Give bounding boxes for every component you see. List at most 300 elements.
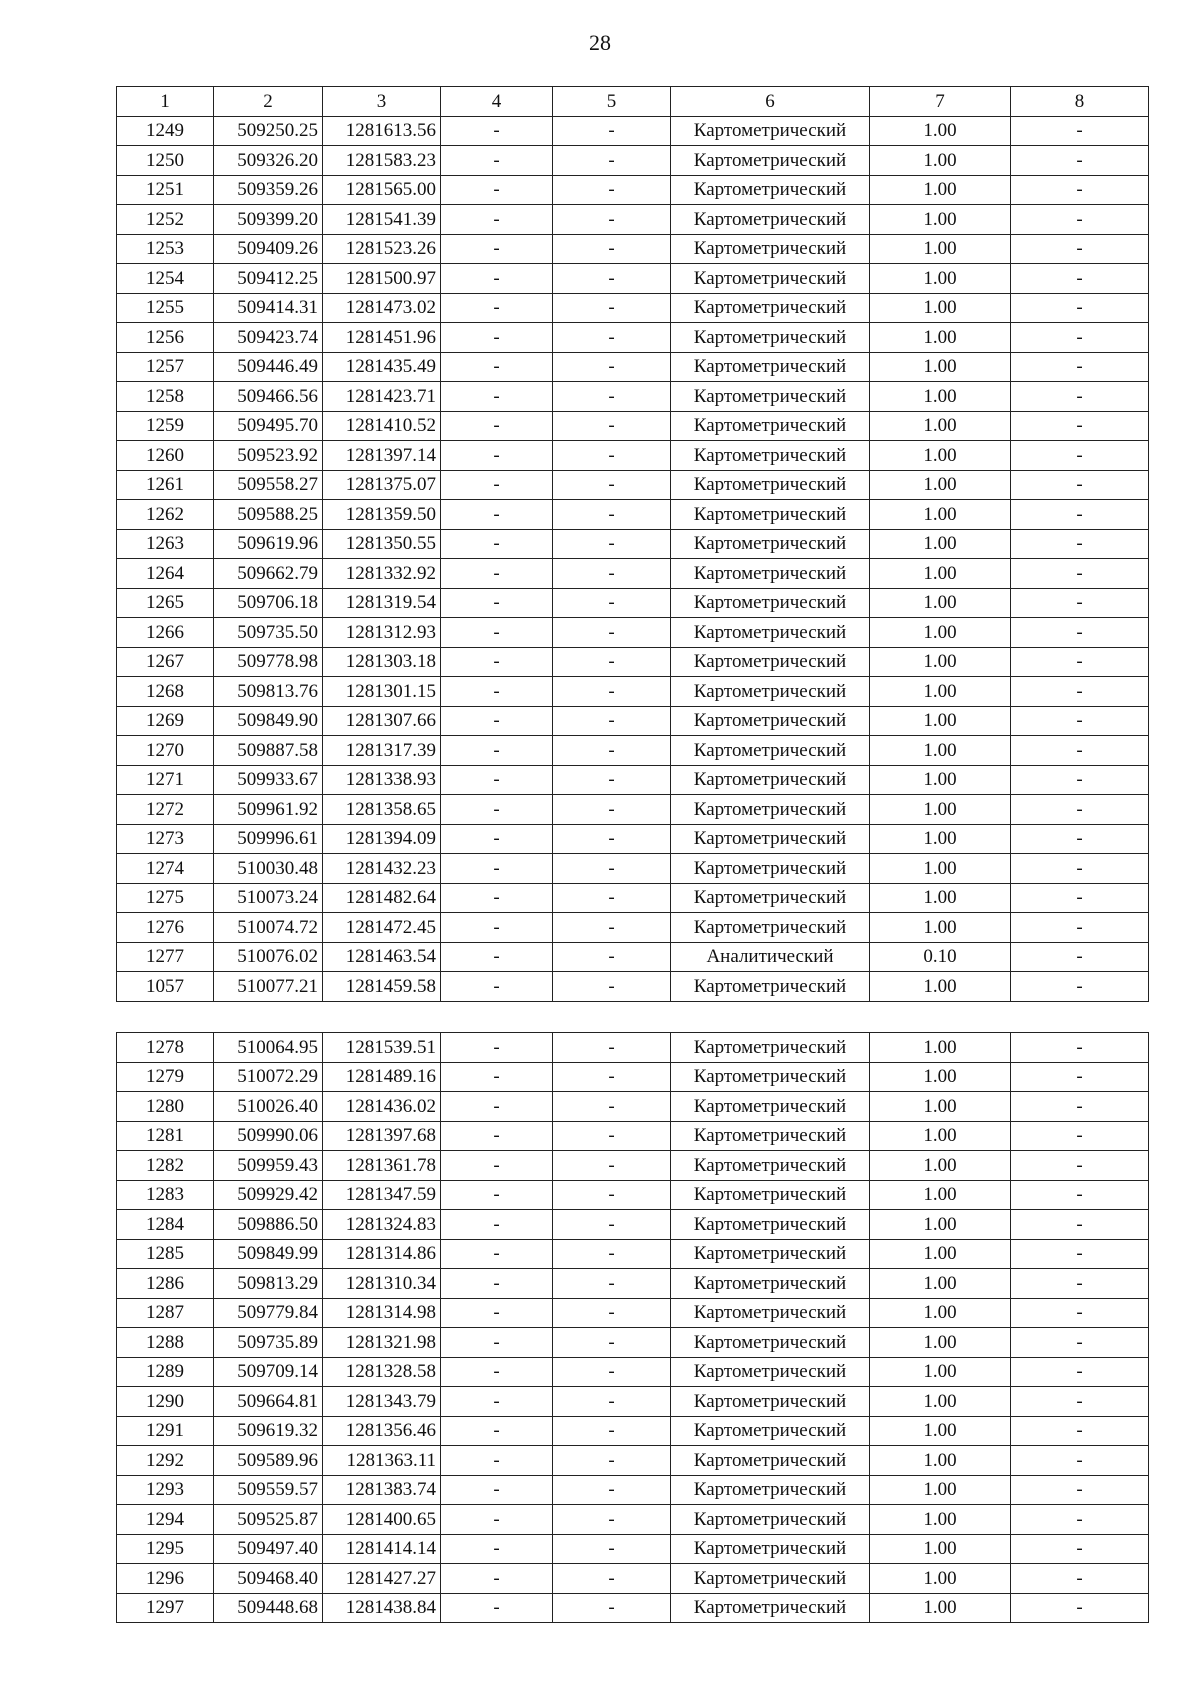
cell-method: Картометрический bbox=[671, 559, 870, 589]
cell-accuracy: 1.00 bbox=[870, 264, 1011, 294]
cell-coord-x: 509423.74 bbox=[214, 323, 323, 353]
cell-coord-y: 1281482.64 bbox=[323, 883, 441, 913]
cell-col-4: - bbox=[441, 411, 553, 441]
cell-point-number: 1251 bbox=[117, 175, 214, 205]
table-row bbox=[117, 736, 1149, 766]
table-header-row bbox=[117, 87, 1149, 117]
cell-col-5: - bbox=[553, 795, 671, 825]
cell-method: Картометрический bbox=[671, 470, 870, 500]
cell-accuracy: 1.00 bbox=[870, 470, 1011, 500]
cell-coord-x: 509414.31 bbox=[214, 293, 323, 323]
cell-method: Аналитический bbox=[671, 942, 870, 972]
cell-coord-y: 1281613.56 bbox=[323, 116, 441, 146]
cell-col-8: - bbox=[1011, 913, 1149, 943]
cell-accuracy: 1.00 bbox=[870, 1446, 1011, 1476]
cell-col-5: - bbox=[553, 1269, 671, 1299]
cell-method: Картометрический bbox=[671, 1121, 870, 1151]
cell-col-5: - bbox=[553, 441, 671, 471]
cell-accuracy: 1.00 bbox=[870, 1062, 1011, 1092]
header-cell-accuracy: 7 bbox=[870, 87, 1011, 117]
table-row bbox=[117, 677, 1149, 707]
cell-accuracy: 0.10 bbox=[870, 942, 1011, 972]
cell-col-8: - bbox=[1011, 1180, 1149, 1210]
cell-coord-y: 1281489.16 bbox=[323, 1062, 441, 1092]
cell-col-4: - bbox=[441, 116, 553, 146]
table-row bbox=[117, 1121, 1149, 1151]
cell-col-5: - bbox=[553, 1121, 671, 1151]
cell-col-5: - bbox=[553, 588, 671, 618]
cell-col-5: - bbox=[553, 146, 671, 176]
cell-col-4: - bbox=[441, 706, 553, 736]
cell-coord-y: 1281472.45 bbox=[323, 913, 441, 943]
cell-accuracy: 1.00 bbox=[870, 1505, 1011, 1535]
cell-point-number: 1252 bbox=[117, 205, 214, 235]
cell-accuracy: 1.00 bbox=[870, 1092, 1011, 1122]
cell-accuracy: 1.00 bbox=[870, 1593, 1011, 1623]
cell-coord-x: 509359.26 bbox=[214, 175, 323, 205]
cell-method: Картометрический bbox=[671, 529, 870, 559]
cell-accuracy: 1.00 bbox=[870, 529, 1011, 559]
cell-method: Картометрический bbox=[671, 1534, 870, 1564]
cell-accuracy: 1.00 bbox=[870, 1151, 1011, 1181]
cell-accuracy: 1.00 bbox=[870, 1239, 1011, 1269]
cell-coord-y: 1281394.09 bbox=[323, 824, 441, 854]
cell-method: Картометрический bbox=[671, 854, 870, 884]
cell-col-8: - bbox=[1011, 736, 1149, 766]
cell-accuracy: 1.00 bbox=[870, 352, 1011, 382]
cell-col-8: - bbox=[1011, 441, 1149, 471]
cell-col-8: - bbox=[1011, 559, 1149, 589]
cell-coord-y: 1281410.52 bbox=[323, 411, 441, 441]
cell-point-number: 1276 bbox=[117, 913, 214, 943]
cell-col-5: - bbox=[553, 677, 671, 707]
cell-col-4: - bbox=[441, 883, 553, 913]
cell-coord-x: 509412.25 bbox=[214, 264, 323, 294]
cell-method: Картометрический bbox=[671, 500, 870, 530]
cell-point-number: 1266 bbox=[117, 618, 214, 648]
cell-point-number: 1285 bbox=[117, 1239, 214, 1269]
cell-method: Картометрический bbox=[671, 677, 870, 707]
cell-accuracy: 1.00 bbox=[870, 1180, 1011, 1210]
cell-coord-x: 509619.32 bbox=[214, 1416, 323, 1446]
cell-accuracy: 1.00 bbox=[870, 1121, 1011, 1151]
cell-col-5: - bbox=[553, 1298, 671, 1328]
table-row bbox=[117, 1298, 1149, 1328]
cell-coord-y: 1281321.98 bbox=[323, 1328, 441, 1358]
cell-accuracy: 1.00 bbox=[870, 382, 1011, 412]
cell-col-5: - bbox=[553, 942, 671, 972]
cell-accuracy: 1.00 bbox=[870, 175, 1011, 205]
cell-point-number: 1275 bbox=[117, 883, 214, 913]
cell-col-5: - bbox=[553, 116, 671, 146]
cell-coord-y: 1281432.23 bbox=[323, 854, 441, 884]
table-row bbox=[117, 264, 1149, 294]
cell-point-number: 1263 bbox=[117, 529, 214, 559]
cell-col-5: - bbox=[553, 382, 671, 412]
cell-method: Картометрический bbox=[671, 205, 870, 235]
cell-accuracy: 1.00 bbox=[870, 323, 1011, 353]
cell-col-8: - bbox=[1011, 382, 1149, 412]
cell-accuracy: 1.00 bbox=[870, 411, 1011, 441]
cell-point-number: 1272 bbox=[117, 795, 214, 825]
table-row bbox=[117, 1062, 1149, 1092]
cell-point-number: 1278 bbox=[117, 1033, 214, 1063]
cell-point-number: 1293 bbox=[117, 1475, 214, 1505]
cell-accuracy: 1.00 bbox=[870, 972, 1011, 1002]
cell-accuracy: 1.00 bbox=[870, 1564, 1011, 1594]
cell-col-8: - bbox=[1011, 942, 1149, 972]
cell-col-5: - bbox=[553, 618, 671, 648]
cell-method: Картометрический bbox=[671, 1180, 870, 1210]
cell-method: Картометрический bbox=[671, 175, 870, 205]
cell-coord-y: 1281459.58 bbox=[323, 972, 441, 1002]
cell-accuracy: 1.00 bbox=[870, 559, 1011, 589]
cell-coord-x: 509813.76 bbox=[214, 677, 323, 707]
cell-method: Картометрический bbox=[671, 1564, 870, 1594]
cell-col-5: - bbox=[553, 883, 671, 913]
cell-col-4: - bbox=[441, 1328, 553, 1358]
cell-method: Картометрический bbox=[671, 382, 870, 412]
cell-coord-y: 1281375.07 bbox=[323, 470, 441, 500]
cell-col-4: - bbox=[441, 1505, 553, 1535]
table-row bbox=[117, 618, 1149, 648]
cell-accuracy: 1.00 bbox=[870, 824, 1011, 854]
cell-col-4: - bbox=[441, 854, 553, 884]
cell-method: Картометрический bbox=[671, 441, 870, 471]
cell-coord-x: 509250.25 bbox=[214, 116, 323, 146]
table-row bbox=[117, 411, 1149, 441]
table-row bbox=[117, 529, 1149, 559]
cell-method: Картометрический bbox=[671, 883, 870, 913]
cell-point-number: 1269 bbox=[117, 706, 214, 736]
cell-point-number: 1267 bbox=[117, 647, 214, 677]
cell-accuracy: 1.00 bbox=[870, 618, 1011, 648]
cell-point-number: 1280 bbox=[117, 1092, 214, 1122]
cell-coord-x: 509735.89 bbox=[214, 1328, 323, 1358]
cell-method: Картометрический bbox=[671, 116, 870, 146]
cell-col-8: - bbox=[1011, 1593, 1149, 1623]
cell-col-8: - bbox=[1011, 1505, 1149, 1535]
cell-col-4: - bbox=[441, 1062, 553, 1092]
cell-accuracy: 1.00 bbox=[870, 441, 1011, 471]
cell-point-number: 1290 bbox=[117, 1387, 214, 1417]
cell-col-4: - bbox=[441, 500, 553, 530]
cell-col-8: - bbox=[1011, 647, 1149, 677]
cell-col-4: - bbox=[441, 913, 553, 943]
cell-col-8: - bbox=[1011, 1210, 1149, 1240]
cell-coord-x: 509961.92 bbox=[214, 795, 323, 825]
cell-col-4: - bbox=[441, 824, 553, 854]
cell-coord-y: 1281359.50 bbox=[323, 500, 441, 530]
cell-col-4: - bbox=[441, 293, 553, 323]
table-row bbox=[117, 824, 1149, 854]
cell-coord-x: 510076.02 bbox=[214, 942, 323, 972]
cell-accuracy: 1.00 bbox=[870, 500, 1011, 530]
cell-coord-x: 509996.61 bbox=[214, 824, 323, 854]
table-row bbox=[117, 1416, 1149, 1446]
cell-point-number: 1288 bbox=[117, 1328, 214, 1358]
table-row bbox=[117, 293, 1149, 323]
cell-col-5: - bbox=[553, 1416, 671, 1446]
cell-coord-x: 509559.57 bbox=[214, 1475, 323, 1505]
cell-coord-y: 1281317.39 bbox=[323, 736, 441, 766]
cell-point-number: 1257 bbox=[117, 352, 214, 382]
cell-point-number: 1289 bbox=[117, 1357, 214, 1387]
cell-col-4: - bbox=[441, 264, 553, 294]
cell-coord-y: 1281500.97 bbox=[323, 264, 441, 294]
cell-col-4: - bbox=[441, 1475, 553, 1505]
cell-coord-y: 1281435.49 bbox=[323, 352, 441, 382]
cell-col-4: - bbox=[441, 588, 553, 618]
cell-accuracy: 1.00 bbox=[870, 677, 1011, 707]
cell-accuracy: 1.00 bbox=[870, 1298, 1011, 1328]
cell-col-4: - bbox=[441, 618, 553, 648]
cell-accuracy: 1.00 bbox=[870, 205, 1011, 235]
table-row bbox=[117, 441, 1149, 471]
cell-coord-x: 509588.25 bbox=[214, 500, 323, 530]
cell-point-number: 1273 bbox=[117, 824, 214, 854]
table-row bbox=[117, 588, 1149, 618]
cell-coord-x: 509558.27 bbox=[214, 470, 323, 500]
cell-point-number: 1253 bbox=[117, 234, 214, 264]
cell-method: Картометрический bbox=[671, 1357, 870, 1387]
cell-col-8: - bbox=[1011, 500, 1149, 530]
cell-col-5: - bbox=[553, 500, 671, 530]
table-row bbox=[117, 323, 1149, 353]
cell-col-8: - bbox=[1011, 205, 1149, 235]
table-row bbox=[117, 706, 1149, 736]
cell-point-number: 1258 bbox=[117, 382, 214, 412]
cell-accuracy: 1.00 bbox=[870, 736, 1011, 766]
cell-point-number: 1255 bbox=[117, 293, 214, 323]
cell-accuracy: 1.00 bbox=[870, 1387, 1011, 1417]
cell-coord-y: 1281397.14 bbox=[323, 441, 441, 471]
cell-coord-y: 1281383.74 bbox=[323, 1475, 441, 1505]
cell-col-4: - bbox=[441, 1564, 553, 1594]
cell-col-4: - bbox=[441, 1210, 553, 1240]
table-row bbox=[117, 1593, 1149, 1623]
cell-col-8: - bbox=[1011, 854, 1149, 884]
cell-col-4: - bbox=[441, 1033, 553, 1063]
cell-col-5: - bbox=[553, 1151, 671, 1181]
cell-method: Картометрический bbox=[671, 972, 870, 1002]
cell-coord-x: 509959.43 bbox=[214, 1151, 323, 1181]
cell-coord-x: 510064.95 bbox=[214, 1033, 323, 1063]
cell-col-4: - bbox=[441, 1446, 553, 1476]
cell-accuracy: 1.00 bbox=[870, 234, 1011, 264]
cell-accuracy: 1.00 bbox=[870, 1475, 1011, 1505]
cell-col-5: - bbox=[553, 234, 671, 264]
cell-coord-x: 509779.84 bbox=[214, 1298, 323, 1328]
cell-coord-y: 1281314.98 bbox=[323, 1298, 441, 1328]
cell-coord-y: 1281463.54 bbox=[323, 942, 441, 972]
cell-accuracy: 1.00 bbox=[870, 913, 1011, 943]
cell-col-4: - bbox=[441, 323, 553, 353]
cell-col-8: - bbox=[1011, 677, 1149, 707]
header-cell-col-5: 5 bbox=[553, 87, 671, 117]
cell-point-number: 1291 bbox=[117, 1416, 214, 1446]
table-row bbox=[117, 205, 1149, 235]
cell-col-5: - bbox=[553, 205, 671, 235]
cell-accuracy: 1.00 bbox=[870, 1328, 1011, 1358]
cell-coord-x: 509466.56 bbox=[214, 382, 323, 412]
cell-col-4: - bbox=[441, 1151, 553, 1181]
cell-col-5: - bbox=[553, 411, 671, 441]
cell-point-number: 1284 bbox=[117, 1210, 214, 1240]
table-row bbox=[117, 559, 1149, 589]
cell-method: Картометрический bbox=[671, 1239, 870, 1269]
table-row bbox=[117, 795, 1149, 825]
cell-col-8: - bbox=[1011, 1328, 1149, 1358]
cell-coord-y: 1281347.59 bbox=[323, 1180, 441, 1210]
table-row bbox=[117, 116, 1149, 146]
table-row bbox=[117, 1239, 1149, 1269]
cell-coord-y: 1281427.27 bbox=[323, 1564, 441, 1594]
cell-col-8: - bbox=[1011, 1062, 1149, 1092]
cell-col-8: - bbox=[1011, 1151, 1149, 1181]
cell-coord-y: 1281358.65 bbox=[323, 795, 441, 825]
cell-col-5: - bbox=[553, 1534, 671, 1564]
cell-col-8: - bbox=[1011, 588, 1149, 618]
cell-col-5: - bbox=[553, 1475, 671, 1505]
table-row bbox=[117, 1564, 1149, 1594]
cell-col-5: - bbox=[553, 293, 671, 323]
cell-col-8: - bbox=[1011, 1239, 1149, 1269]
cell-coord-x: 509399.20 bbox=[214, 205, 323, 235]
cell-coord-x: 510072.29 bbox=[214, 1062, 323, 1092]
cell-col-5: - bbox=[553, 1092, 671, 1122]
cell-col-5: - bbox=[553, 1446, 671, 1476]
cell-coord-y: 1281324.83 bbox=[323, 1210, 441, 1240]
cell-col-8: - bbox=[1011, 234, 1149, 264]
cell-coord-y: 1281319.54 bbox=[323, 588, 441, 618]
cell-accuracy: 1.00 bbox=[870, 116, 1011, 146]
page-number: 28 bbox=[589, 30, 611, 55]
cell-col-8: - bbox=[1011, 1269, 1149, 1299]
cell-coord-x: 510073.24 bbox=[214, 883, 323, 913]
cell-point-number: 1296 bbox=[117, 1564, 214, 1594]
header-cell-coord-y: 3 bbox=[323, 87, 441, 117]
cell-point-number: 1294 bbox=[117, 1505, 214, 1535]
cell-coord-x: 509662.79 bbox=[214, 559, 323, 589]
cell-col-4: - bbox=[441, 1357, 553, 1387]
cell-col-8: - bbox=[1011, 1298, 1149, 1328]
cell-method: Картометрический bbox=[671, 234, 870, 264]
cell-col-5: - bbox=[553, 1033, 671, 1063]
cell-col-8: - bbox=[1011, 1475, 1149, 1505]
cell-col-8: - bbox=[1011, 529, 1149, 559]
cell-col-5: - bbox=[553, 1180, 671, 1210]
cell-coord-x: 509448.68 bbox=[214, 1593, 323, 1623]
cell-coord-y: 1281423.71 bbox=[323, 382, 441, 412]
cell-coord-y: 1281473.02 bbox=[323, 293, 441, 323]
cell-accuracy: 1.00 bbox=[870, 854, 1011, 884]
cell-coord-x: 509495.70 bbox=[214, 411, 323, 441]
cell-col-8: - bbox=[1011, 1387, 1149, 1417]
cell-coord-y: 1281301.15 bbox=[323, 677, 441, 707]
cell-point-number: 1297 bbox=[117, 1593, 214, 1623]
cell-coord-y: 1281350.55 bbox=[323, 529, 441, 559]
table-row bbox=[117, 382, 1149, 412]
table-row bbox=[117, 883, 1149, 913]
cell-col-4: - bbox=[441, 942, 553, 972]
cell-coord-x: 509619.96 bbox=[214, 529, 323, 559]
header-cell-point-number: 1 bbox=[117, 87, 214, 117]
cell-col-4: - bbox=[441, 441, 553, 471]
cell-accuracy: 1.00 bbox=[870, 765, 1011, 795]
table-row bbox=[117, 1328, 1149, 1358]
cell-method: Картометрический bbox=[671, 1033, 870, 1063]
table-row bbox=[117, 500, 1149, 530]
cell-coord-y: 1281338.93 bbox=[323, 765, 441, 795]
cell-col-5: - bbox=[553, 1328, 671, 1358]
cell-coord-y: 1281312.93 bbox=[323, 618, 441, 648]
cell-method: Картометрический bbox=[671, 1387, 870, 1417]
cell-col-8: - bbox=[1011, 824, 1149, 854]
table-row bbox=[117, 175, 1149, 205]
cell-coord-x: 509525.87 bbox=[214, 1505, 323, 1535]
cell-col-5: - bbox=[553, 1210, 671, 1240]
cell-col-8: - bbox=[1011, 1534, 1149, 1564]
cell-coord-y: 1281356.46 bbox=[323, 1416, 441, 1446]
cell-coord-y: 1281343.79 bbox=[323, 1387, 441, 1417]
table-row bbox=[117, 942, 1149, 972]
cell-coord-x: 510077.21 bbox=[214, 972, 323, 1002]
cell-coord-x: 509849.90 bbox=[214, 706, 323, 736]
cell-coord-x: 510030.48 bbox=[214, 854, 323, 884]
cell-col-4: - bbox=[441, 1534, 553, 1564]
cell-point-number: 1292 bbox=[117, 1446, 214, 1476]
cell-col-4: - bbox=[441, 1092, 553, 1122]
cell-accuracy: 1.00 bbox=[870, 647, 1011, 677]
cell-accuracy: 1.00 bbox=[870, 883, 1011, 913]
cell-method: Картометрический bbox=[671, 1416, 870, 1446]
cell-col-8: - bbox=[1011, 175, 1149, 205]
cell-col-8: - bbox=[1011, 765, 1149, 795]
cell-col-8: - bbox=[1011, 1033, 1149, 1063]
cell-point-number: 1281 bbox=[117, 1121, 214, 1151]
cell-accuracy: 1.00 bbox=[870, 1534, 1011, 1564]
cell-point-number: 1295 bbox=[117, 1534, 214, 1564]
table-row bbox=[117, 1446, 1149, 1476]
cell-method: Картометрический bbox=[671, 913, 870, 943]
cell-point-number: 1264 bbox=[117, 559, 214, 589]
table-row bbox=[117, 1033, 1149, 1063]
cell-col-4: - bbox=[441, 175, 553, 205]
cell-method: Картометрический bbox=[671, 1210, 870, 1240]
cell-point-number: 1279 bbox=[117, 1062, 214, 1092]
cell-coord-y: 1281328.58 bbox=[323, 1357, 441, 1387]
cell-col-8: - bbox=[1011, 1357, 1149, 1387]
cell-method: Картометрический bbox=[671, 706, 870, 736]
table-row bbox=[117, 1534, 1149, 1564]
cell-col-4: - bbox=[441, 1121, 553, 1151]
cell-accuracy: 1.00 bbox=[870, 1269, 1011, 1299]
cell-col-4: - bbox=[441, 205, 553, 235]
cell-col-4: - bbox=[441, 1416, 553, 1446]
cell-col-4: - bbox=[441, 382, 553, 412]
cell-point-number: 1282 bbox=[117, 1151, 214, 1181]
cell-coord-y: 1281451.96 bbox=[323, 323, 441, 353]
header-cell-col-4: 4 bbox=[441, 87, 553, 117]
cell-point-number: 1286 bbox=[117, 1269, 214, 1299]
cell-method: Картометрический bbox=[671, 293, 870, 323]
cell-point-number: 1270 bbox=[117, 736, 214, 766]
cell-method: Картометрический bbox=[671, 146, 870, 176]
cell-col-5: - bbox=[553, 1062, 671, 1092]
cell-coord-y: 1281303.18 bbox=[323, 647, 441, 677]
cell-col-8: - bbox=[1011, 706, 1149, 736]
